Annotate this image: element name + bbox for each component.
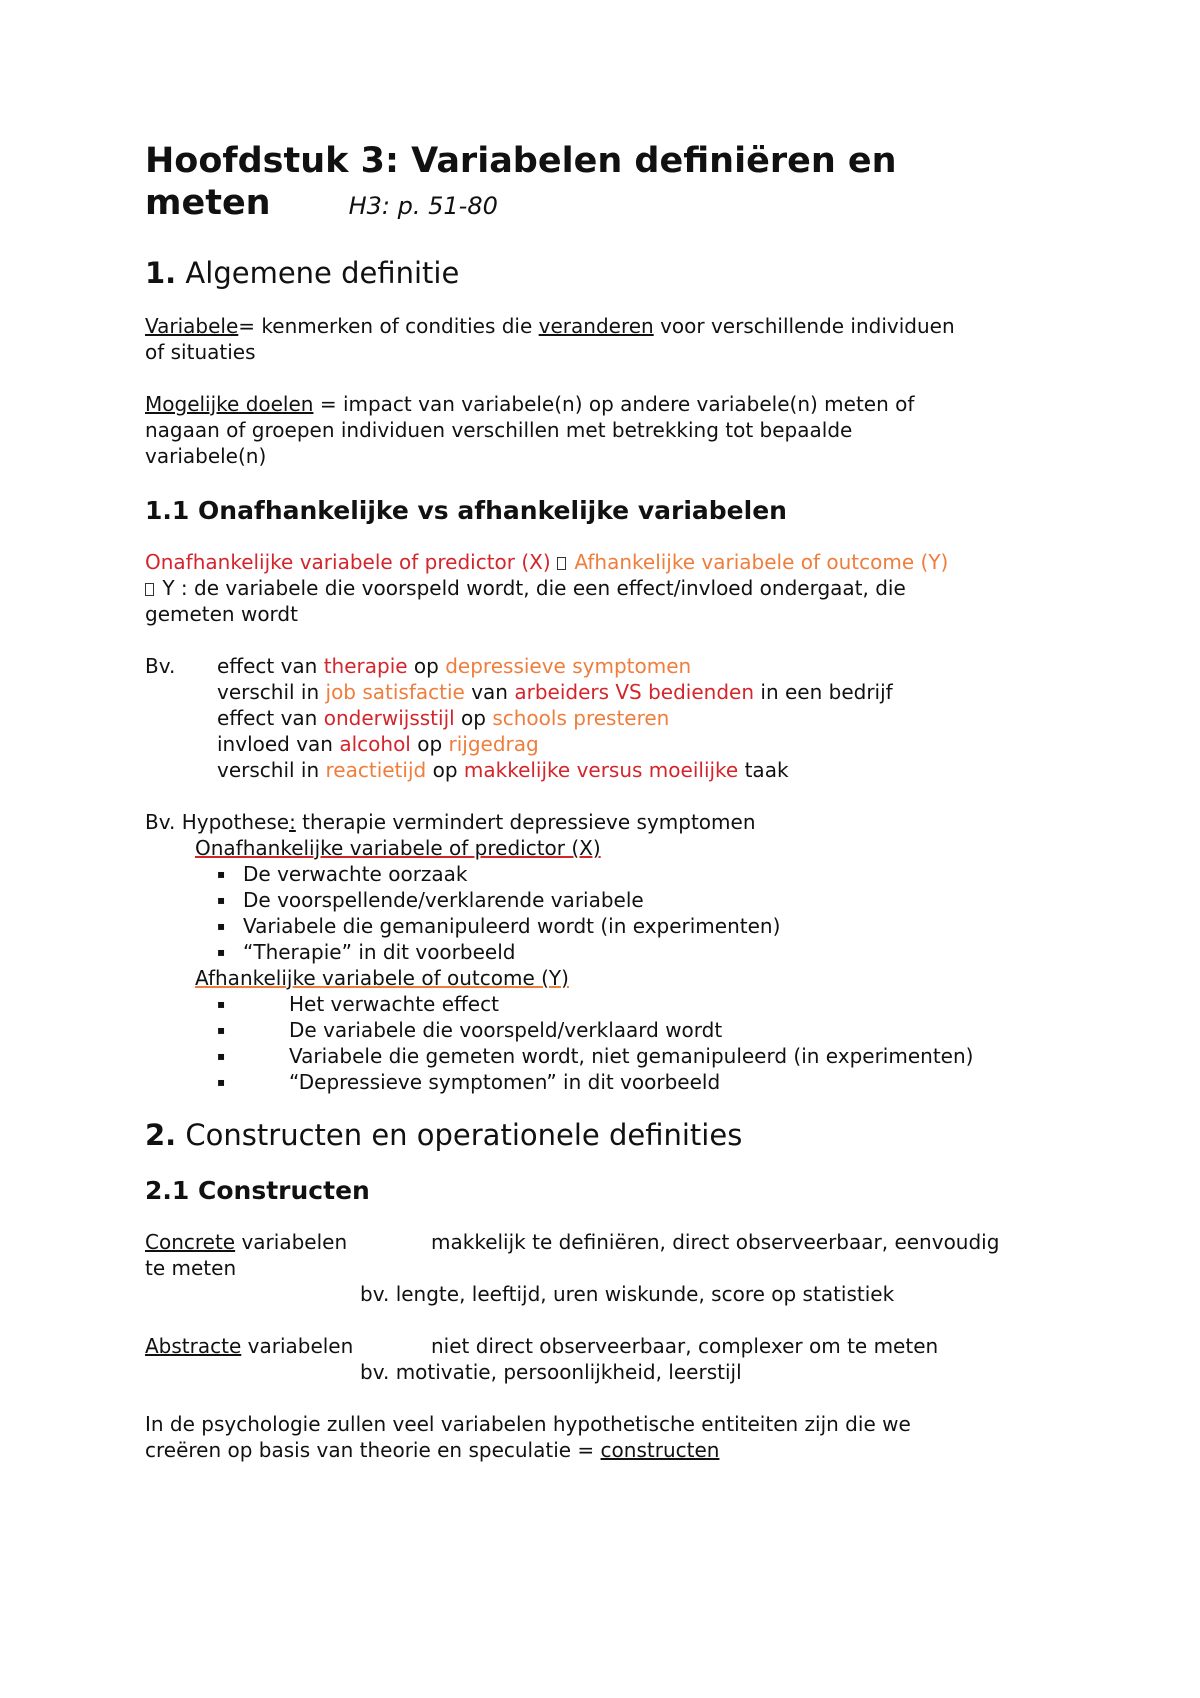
example-row: verschil in reactietijd op makkelijke versus moeilijke taak [217,758,789,782]
bullet-icon: ▪ [217,945,226,959]
bullet-icon: ▪ [217,893,226,907]
bullet-icon: ▪ [217,867,226,881]
example-row: verschil in job satisfactie van arbeiders VS bedienden in een bedrijf [217,680,893,704]
section-1-heading: 1. Algemene definitie [145,256,460,290]
example-row: Bv. effect van therapie op depressieve symptomen [145,654,692,678]
hypothesis-line: Bv. Hypothese: therapie vermindert depressieve symptomen [145,810,756,834]
list-item: ▪ Het verwachte effect [217,992,499,1016]
bullet-icon: ▪ [217,997,226,1011]
section-2-heading: 2. Constructen en operationele definities [145,1118,743,1152]
list-item: ▪ De variabele die voorspeld/verklaard wordt [217,1018,723,1042]
list-item: ▪ “Depressieve symptomen” in dit voorbeeld [217,1070,721,1094]
example-row: effect van onderwijsstijl op schools presteren [217,706,670,730]
bullet-icon: ▪ [217,1075,226,1089]
examples-block [145,653,1085,783]
abstract-block: Abstracte variabelen niet direct observeerbaar, complexer om te meten bv. motivatie, persoonlijkheid, leerstijl [145,1334,939,1384]
independent-heading: Onafhankelijke variabele of predictor (X) [195,836,601,860]
chapter-title: Hoofdstuk 3: Variabelen definiëren en meten H3: p. 51-80 [145,141,897,223]
arrow-icon [557,557,566,570]
list-item: ▪ Variabele die gemeten wordt, niet gemanipuleerd (in experimenten) [217,1044,974,1068]
variables-relation: Onafhankelijke variabele of predictor (X) Afhankelijke variabele of outcome (Y) Y : de variabele die voorspeld wordt, die een effect/invloed ondergaat, die gemeten wordt [145,550,949,626]
dependent-heading: Afhankelijke variabele of outcome (Y) [195,966,569,990]
variabele-definition: Variabele= kenmerken of condities die veranderen voor verschillende individuen of situaties [145,314,955,364]
document-content [145,140,1085,1463]
list-item: ▪ De voorspellende/verklarende variabele [217,888,644,912]
example-row: invloed van alcohol op rijgedrag [217,732,539,756]
list-item: ▪ De verwachte oorzaak [217,862,468,886]
doelen-definition: Mogelijke doelen = impact van variabele(n) op andere variabele(n) meten of nagaan of groepen individuen verschillen met betrekking tot bepaalde variabele(n) [145,392,915,468]
psychology-paragraph: In de psychologie zullen veel variabelen hypothetische entiteiten zijn die we creëren op basis van theorie en speculatie = constructen [145,1412,911,1462]
hypothesis-block [145,809,1085,1095]
bullet-icon: ▪ [217,1023,226,1037]
concrete-block: Concrete variabelen makkelijk te definiëren, direct observeerbaar, eenvoudig te meten bv. lengte, leeftijd, uren wiskunde, score op statistiek [145,1230,1000,1306]
section-2-1-heading: 2.1 Constructen [145,1176,370,1205]
section-1-1-heading: 1.1 Onafhankelijke vs afhankelijke variabelen [145,496,787,525]
list-item: ▪ Variabele die gemanipuleerd wordt (in experimenten) [217,914,781,938]
bullet-icon: ▪ [217,1049,226,1063]
page-reference: H3: p. 51-80 [348,192,498,220]
arrow-icon [145,583,154,596]
bullet-icon: ▪ [217,919,226,933]
list-item: ▪ “Therapie” in dit voorbeeld [217,940,516,964]
